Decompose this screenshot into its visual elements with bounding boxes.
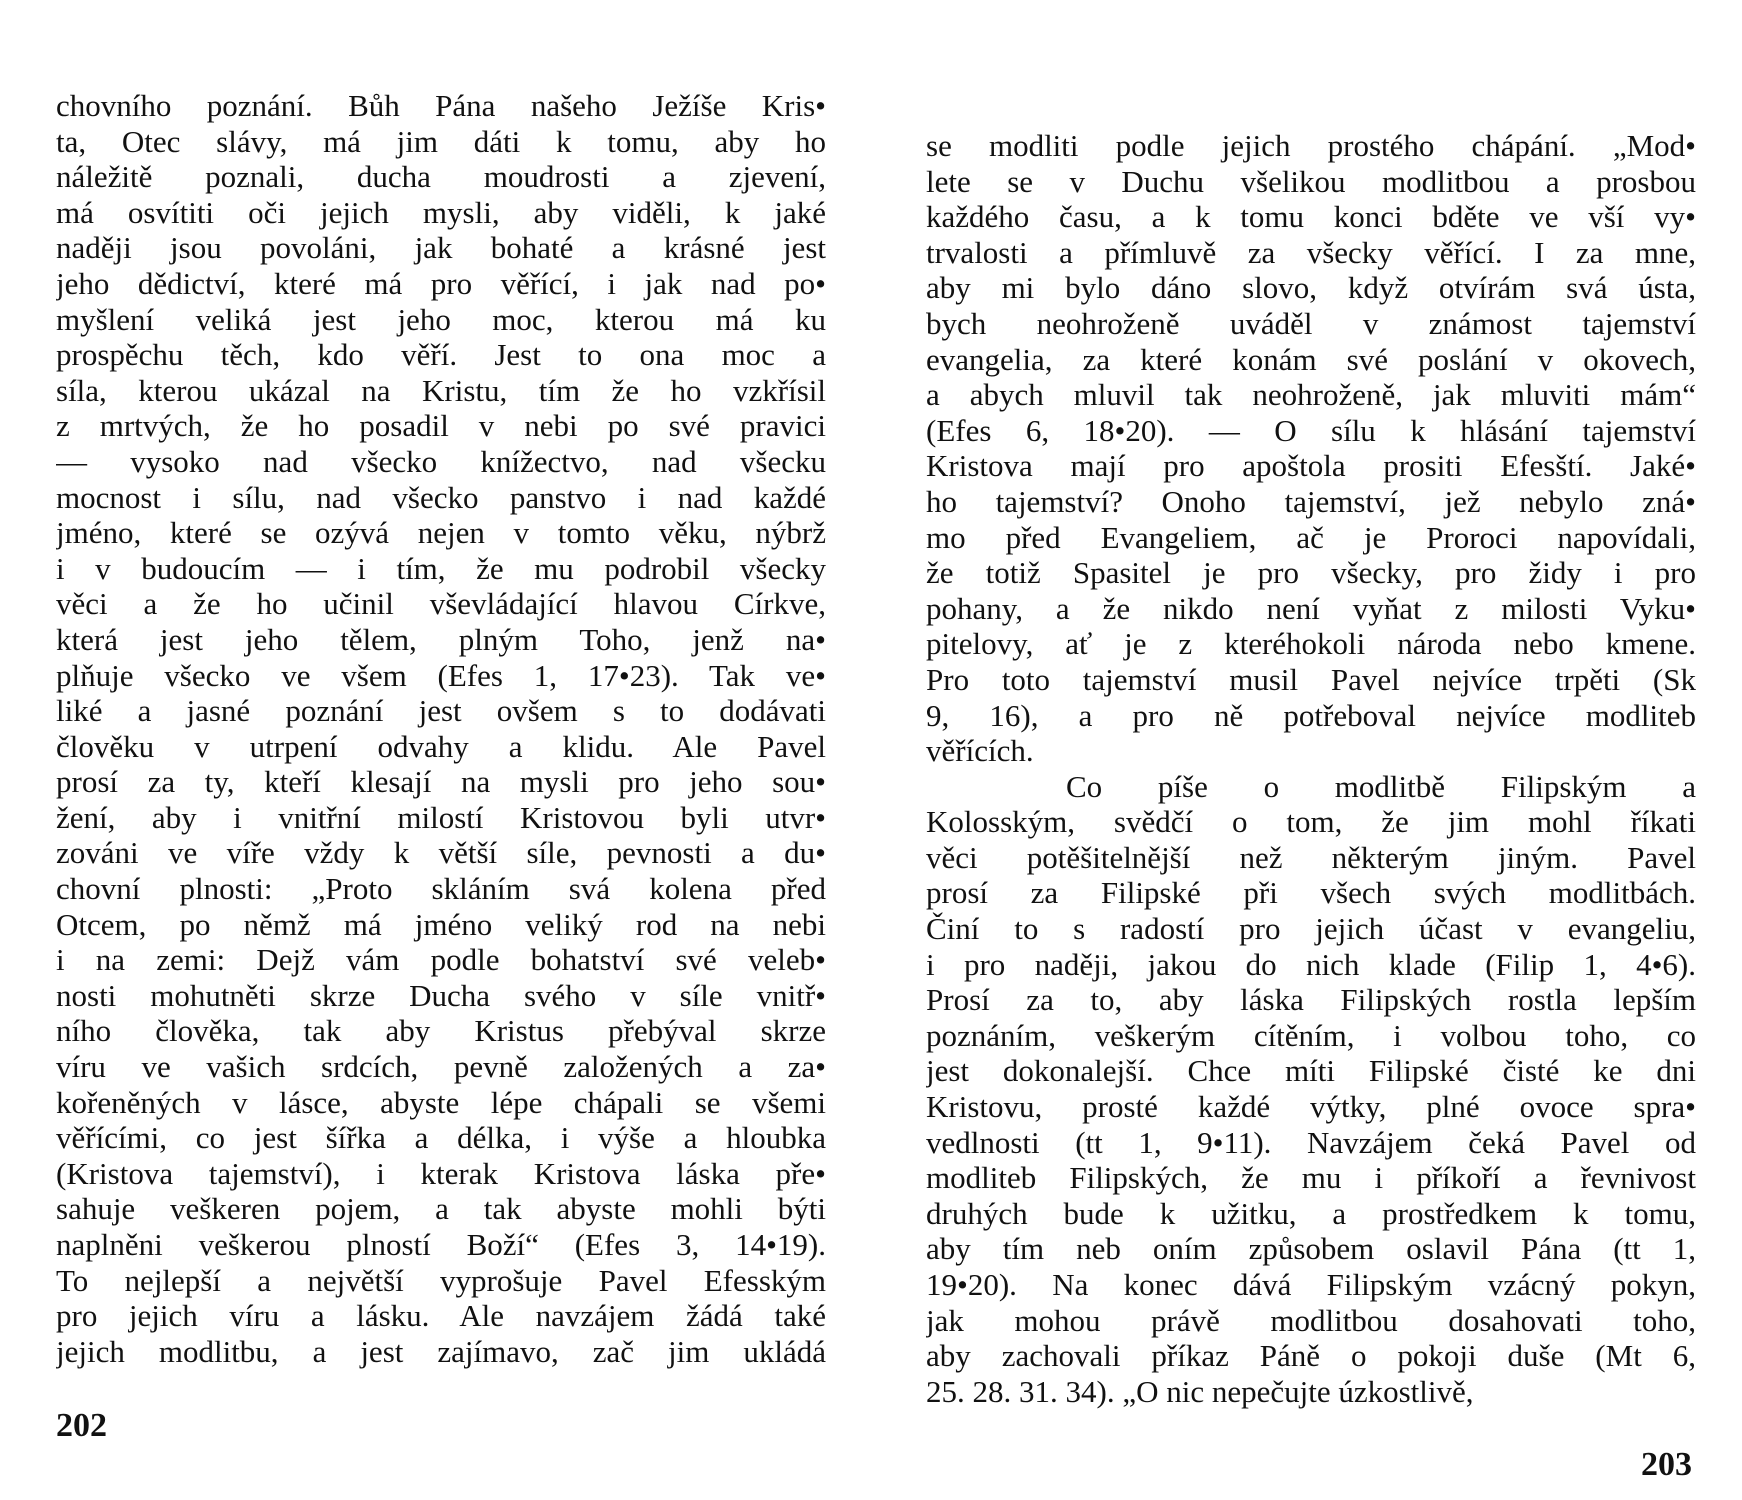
text-line: Otcem, po němž má jméno veliký rod na nebi — [56, 906, 826, 942]
text-line: jeho dědictví, které má pro věřící, i jak nad po• — [56, 265, 826, 301]
text-line: Kolosským, svědčí o tom, že jim mohl říkati — [926, 804, 1696, 840]
text-line: mo před Evangeliem, ač je Proroci napovídali, — [926, 519, 1696, 555]
text-line: chovního poznání. Bůh Pána našeho Ježíše Kris• — [56, 88, 826, 123]
text-line: naději jsou povoláni, jak bohaté a krásné jest — [56, 230, 826, 266]
text-line: aby zachovali příkaz Páně o pokoji duše (Mt 6, — [926, 1338, 1696, 1374]
text-line: kořeněných v lásce, abyste lépe chápali se všemi — [56, 1084, 826, 1120]
text-line: ho tajemství? Onoho tajemství, jež nebylo zná• — [926, 483, 1696, 519]
text-line: prospěchu těch, kdo věří. Jest to ona moc a — [56, 337, 826, 373]
text-line: pohany, a že nikdo není vyňat z milosti Vyku• — [926, 590, 1696, 626]
text-line: myšlení veliká jest jeho moc, kterou má ku — [56, 301, 826, 337]
text-line: naplněni veškerou plností Boží“ (Efes 3, 14•19). — [56, 1227, 826, 1262]
text-line: prosí za Filipské při všech svých modlitbách. — [926, 875, 1696, 911]
text-line: každého času, a k tomu konci bděte ve vší vy• — [926, 199, 1696, 235]
left-page-text — [56, 88, 826, 1369]
text-line: bych neohroženě uváděl v známost tajemství — [926, 305, 1696, 341]
text-line: i pro naději, jakou do nich klade (Filip 1, 4•6). — [926, 946, 1696, 982]
text-line: 9, 16), a pro ně potřeboval nejvíce modliteb — [926, 697, 1696, 733]
page-number-left: 202 — [56, 1407, 107, 1444]
text-line: plňuje všecko ve všem (Efes 1, 17•23). Tak ve• — [56, 657, 826, 693]
text-line: — vysoko nad všecko knížectvo, nad všecku — [56, 443, 826, 479]
text-line: 19•20). Na konec dává Filipským vzácný pokyn, — [926, 1267, 1696, 1302]
text-line: prosí za ty, kteří klesají na mysli pro jeho sou• — [56, 764, 826, 800]
text-line: Prosí za to, aby láska Filipských rostla lepším — [926, 982, 1696, 1018]
text-line: ního člověka, tak aby Kristus přebýval skrze — [56, 1013, 826, 1049]
text-line: věřících. — [926, 733, 1034, 769]
text-line: jak mohou právě modlitbou dosahovati toho, — [926, 1302, 1696, 1338]
text-line: má osvítiti oči jejich mysli, aby viděli, k jaké — [56, 194, 826, 230]
text-line: aby tím neb oním způsobem oslavil Pána (tt 1, — [926, 1231, 1696, 1267]
text-line: která jest jeho tělem, plným Toho, jenž na• — [56, 621, 826, 657]
text-line: aby mi bylo dáno slovo, když otvírám svá ústa, — [926, 270, 1696, 306]
text-line: Pro toto tajemství musil Pavel nejvíce trpěti (Sk — [926, 661, 1696, 697]
text-line: mocnost i sílu, nad všecko panstvo i nad každé — [56, 479, 826, 515]
text-line: druhých bude k užitku, a prostředkem k tomu, — [926, 1195, 1696, 1231]
text-line: pitelovy, ať je z kteréhokoli národa nebo kmene. — [926, 626, 1696, 662]
text-line: jejich modlitbu, a jest zajímavo, zač jim ukládá — [56, 1333, 826, 1369]
text-line: vedlnosti (tt 1, 9•11). Navzájem čeká Pavel od — [926, 1124, 1696, 1160]
text-line: se modliti podle jejich prostého chápání. „Mod• — [926, 128, 1696, 163]
text-line: nosti mohutněti skrze Ducha svého v síle vnitř• — [56, 977, 826, 1013]
text-line: síla, kterou ukázal na Kristu, tím že ho vzkřísil — [56, 372, 826, 408]
text-line: trvalosti a přímluvě za všecky věřící. I za mne, — [926, 234, 1696, 270]
text-line: náležitě poznali, ducha moudrosti a zjevení, — [56, 159, 826, 195]
text-line: jest dokonalejší. Chce míti Filipské čisté ke dni — [926, 1053, 1696, 1089]
text-line: Činí to s radostí pro jejich účast v evangeliu, — [926, 911, 1696, 947]
text-line: z mrtvých, že ho posadil v nebi po své pravici — [56, 408, 826, 444]
text-line: evangelia, za které konám své poslání v okovech, — [926, 341, 1696, 377]
right-page — [871, 0, 1742, 1500]
text-line: jméno, které se ozývá nejen v tomto věku, nýbrž — [56, 515, 826, 551]
text-line: pro jejich víru a lásku. Ale navzájem žádá také — [56, 1298, 826, 1334]
text-line: i v budoucím — i tím, že mu podrobil všecky — [56, 550, 826, 586]
text-line: žení, aby i vnitřní milostí Kristovou byli utvr• — [56, 799, 826, 835]
text-line: Kristova mají pro apoštola prositi Efesští. Jaké• — [926, 448, 1696, 484]
page-number-right: 203 — [1641, 1446, 1692, 1483]
text-line: Kristovu, prosté každé výtky, plné ovoce spra• — [926, 1089, 1696, 1125]
text-line: věřícími, co jest šířka a délka, i výše a hloubka — [56, 1120, 826, 1156]
text-line: že totiž Spasitel je pro všecky, pro židy i pro — [926, 555, 1696, 591]
text-line: věci a že ho učinil vševládající hlavou Církve, — [56, 586, 826, 622]
text-line: 25. 28. 31. 34). „O nic nepečujte úzkostlivě, — [926, 1373, 1474, 1409]
text-line: sahuje veškeren pojem, a tak abyste mohli býti — [56, 1191, 826, 1227]
text-line: věci potěšitelnější než některým jiným. Pavel — [926, 839, 1696, 875]
text-line: chovní plnosti: „Proto skláním svá kolena před — [56, 871, 826, 907]
text-line: (Efes 6, 18•20). — O sílu k hlásání tajemství — [926, 412, 1696, 448]
right-page-text — [926, 128, 1696, 1409]
text-line: člověku v utrpení odvahy a klidu. Ale Pavel — [56, 728, 826, 764]
text-line: ta, Otec slávy, má jim dáti k tomu, aby ho — [56, 123, 826, 159]
text-line: víru ve vašich srdcích, pevně založených a za• — [56, 1049, 826, 1085]
text-line: (Kristova tajemství), i kterak Kristova láska pře• — [56, 1155, 826, 1191]
text-line: Co píše o modlitbě Filipským a — [1066, 768, 1696, 804]
text-line: poznáním, veškerým cítěním, i volbou toho, co — [926, 1017, 1696, 1053]
text-line: lete se v Duchu všelikou modlitbou a prosbou — [926, 163, 1696, 199]
text-line: zováni ve víře vždy k větší síle, pevnosti a du• — [56, 835, 826, 871]
text-line: To nejlepší a největší vyprošuje Pavel Efesským — [56, 1262, 826, 1298]
text-line: i na zemi: Dejž vám podle bohatství své veleb• — [56, 942, 826, 978]
text-line: a abych mluvil tak neohroženě, jak mluviti mám“ — [926, 377, 1696, 413]
text-line: modliteb Filipských, že mu i příkoří a řevnivost — [926, 1160, 1696, 1196]
text-line: liké a jasné poznání jest ovšem s to dodávati — [56, 693, 826, 729]
